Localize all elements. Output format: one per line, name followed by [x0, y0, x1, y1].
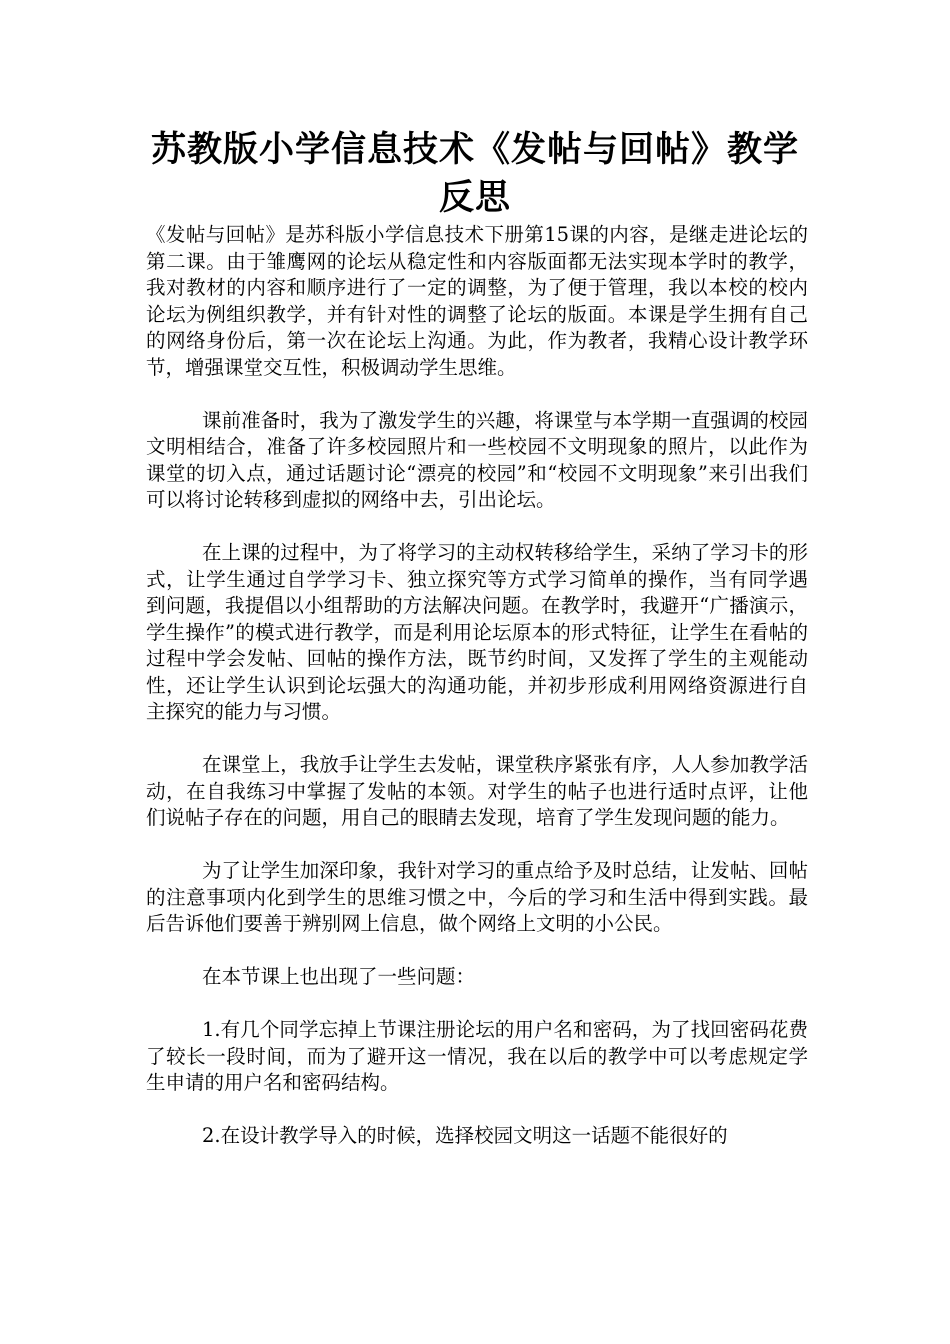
paragraph-preparation: 课前准备时，我为了激发学生的兴趣，将课堂与本学期一直强调的校园文明相结合，准备了许多校园照片和一些校园不文明现象的照片，以此作为课堂的切入点，通过话题讨论“漂亮的校园”和“校园不文明现象”来引出我们可以将讨论转移到虚拟的网络中去，引出论坛。 — [146, 408, 808, 511]
paragraph-problem-1: 1.有几个同学忘掉上节课注册论坛的用户名和密码，为了找回密码花费了较长一段时间，而为了避开这一情况，我在以后的教学中可以考虑规定学生申请的用户名和密码结构。 — [146, 1018, 808, 1094]
paragraph-summary: 为了让学生加深印象，我针对学习的重点给予及时总结，让发帖、回帖的注意事项内化到学生的思维习惯之中，今后的学习和生活中得到实践。最后告诉他们要善于辨别网上信息，做个网络上文明的小公民。 — [146, 859, 808, 935]
document-title: 苏教版小学信息技术《发帖与回帖》教学反思 — [150, 129, 799, 218]
paragraph-problems-heading: 在本节课上也出现了一些问题： — [202, 965, 476, 988]
paragraph-intro: 《发帖与回帖》是苏科版小学信息技术下册第15课的内容，是继走进论坛的第二课。由于雏鹰网的论坛从稳定性和内容版面都无法实现本学时的教学，我对教材的内容和顺序进行了一定的调整，为了便于管理，我以本校的校内论坛为例组织教学，并有针对性的调整了论坛的版面。本课是学生拥有自己的网络身份后，第一次在论坛上沟通。为此，作为教者，我精心设计教学环节，增强课堂交互性，积极调动学生思维。 — [146, 223, 808, 379]
paragraph-classroom: 在课堂上，我放手让学生去发帖，课堂秩序紧张有序，人人参加教学活动，在自我练习中掌握了发帖的本领。对学生的帖子也进行适时点评，让他们说帖子存在的问题，用自己的眼睛去发现，培育了学生发现问题的能力。 — [146, 753, 808, 829]
paragraph-process: 在上课的过程中，为了将学习的主动权转移给学生，采纳了学习卡的形式，让学生通过自学学习卡、独立探究等方式学习简单的操作，当有同学遇到问题，我提倡以小组帮助的方法解决问题。在教学时，我避开“广播演示，学生操作”的模式进行教学，而是利用论坛原本的形式特征，让学生在看帖的过程中学会发帖、回帖的操作方法，既节约时间，又发挥了学生的主观能动性，还让学生认识到论坛强大的沟通功能，并初步形成利用网络资源进行自主探究的能力与习惯。 — [146, 541, 808, 723]
document-body — [146, 222, 808, 1176]
paragraph-problem-2: 2.在设计教学导入的时候，选择校园文明这一话题不能很好的 — [202, 1124, 728, 1147]
